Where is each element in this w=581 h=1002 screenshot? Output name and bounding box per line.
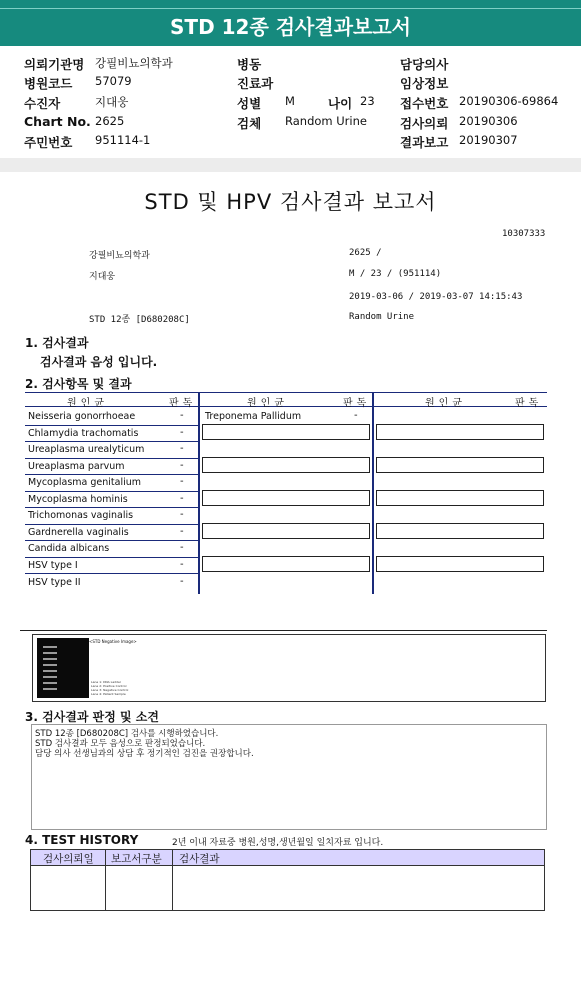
title-bar-rule (0, 8, 581, 9)
label-report-date: 결과보고 (400, 135, 449, 150)
empty-result-box (376, 523, 544, 539)
info-row-1 (0, 55, 581, 73)
gel-band (43, 682, 57, 684)
history-column-separator (172, 850, 173, 910)
row-rule (25, 540, 198, 541)
report-patient: 지대웅 (89, 272, 116, 282)
findings-line: STD 검사결과 모두 음성으로 판정되었습니다. (35, 739, 206, 749)
value-age: 23 (360, 94, 375, 108)
pathogen-result: - (180, 410, 184, 421)
history-header-request-date: 검사의뢰일 (43, 853, 94, 865)
gel-image-label: <STD Negative Image> (89, 639, 137, 644)
gel-band (43, 670, 57, 672)
empty-result-box (202, 457, 370, 473)
gel-legend-line: Lane 2: Positive Control (91, 684, 127, 688)
label-ward: 병동 (237, 57, 262, 72)
column-separator-1 (198, 392, 200, 594)
label-sex: 성별 (237, 96, 262, 111)
scanned-report (0, 172, 581, 1002)
pathogen-result: - (180, 576, 184, 587)
row-rule (25, 491, 198, 492)
gel-band (43, 652, 57, 654)
pathogen-result: - (180, 509, 184, 520)
gel-legend-line: Lane 3: Negative Control (91, 688, 129, 692)
row-rule (25, 441, 198, 442)
value-specimen: Random Urine (285, 114, 367, 128)
pathogen-name: Neisseria gonorrhoeae (28, 411, 136, 422)
section-4-note: 2년 이내 자료중 병원,성명,생년월일 일치자료 입니다. (172, 838, 384, 848)
history-table-header (31, 850, 544, 866)
label-hospital-code: 병원코드 (24, 76, 73, 91)
findings-box (31, 724, 547, 830)
info-row-4 (0, 114, 581, 132)
gel-image-frame (32, 634, 546, 702)
report-main-title: STD 12종 검사결과보고서 (170, 15, 411, 39)
pathogen-name: Gardnerella vaginalis (28, 527, 129, 538)
pathogen-result: - (180, 427, 184, 438)
section-4-title: 4. TEST HISTORY (25, 833, 139, 847)
pathogen-name: Chlamydia trachomatis (28, 428, 139, 439)
report-hospital: 강필비뇨의학과 (89, 251, 150, 261)
pathogen-name: Trichomonas vaginalis (28, 510, 134, 521)
report-chart: 2625 / (349, 248, 382, 258)
header-pathogen-1: 원인균 (67, 398, 108, 409)
label-patient: 수진자 (24, 96, 61, 111)
report-title-bar (0, 0, 581, 46)
gel-legend-line: Lane 1: DNA Ladder (91, 680, 122, 684)
label-specimen: 검체 (237, 116, 262, 131)
empty-result-box (376, 457, 544, 473)
test-history-table (30, 849, 545, 911)
empty-result-box (376, 490, 544, 506)
patient-info-block (0, 50, 581, 158)
gel-band (43, 676, 57, 678)
row-rule (25, 425, 198, 426)
empty-result-box (202, 523, 370, 539)
report-specimen: Random Urine (349, 312, 415, 322)
section-1-summary: 검사결과 음성 입니다. (40, 355, 158, 369)
header-result-2: 판독 (343, 398, 371, 409)
value-requesting-institution: 강필비뇨의학과 (95, 56, 173, 70)
value-sex: M (285, 94, 295, 108)
pathogen-result: - (180, 559, 184, 570)
section-1-title: 1. 검사결과 (25, 336, 89, 350)
pathogen-result: - (354, 410, 358, 421)
report-sex-age: M / 23 / (951114) (349, 269, 442, 279)
label-chart-no: Chart No. (24, 114, 91, 129)
pathogen-result: - (180, 443, 184, 454)
scanned-report-title: STD 및 HPV 검사결과 보고서 (144, 190, 437, 214)
label-clinical-info: 임상정보 (400, 76, 449, 91)
value-patient: 지대웅 (95, 95, 129, 109)
label-requesting-institution: 의뢰기관명 (24, 57, 85, 72)
history-column-separator (105, 850, 106, 910)
empty-result-box (376, 556, 544, 572)
label-request-date: 검사의뢰 (400, 116, 449, 131)
row-rule (25, 507, 198, 508)
page-divider-band (0, 158, 581, 172)
pathogen-result: - (180, 526, 184, 537)
pathogen-name: Ureaplasma parvum (28, 461, 125, 472)
pathogen-name: Mycoplasma genitalium (28, 477, 142, 488)
gel-band (43, 688, 57, 690)
label-age: 나이 (328, 96, 353, 111)
gel-band (43, 646, 57, 648)
label-receipt-number: 접수번호 (400, 96, 449, 111)
header-result-1: 판독 (169, 398, 197, 409)
value-request-date: 20190306 (459, 114, 518, 128)
pathogen-result: - (180, 542, 184, 553)
gel-band (43, 658, 57, 660)
label-doctor: 담당의사 (400, 57, 449, 72)
info-row-5 (0, 133, 581, 151)
report-dates: 2019-03-06 / 2019-03-07 14:15:43 (349, 292, 523, 302)
pathogen-name: Ureaplasma urealyticum (28, 444, 145, 455)
section-2-title: 2. 검사항목 및 결과 (25, 377, 132, 391)
findings-line: STD 12종 [D680208C] 검사를 시행하였습니다. (35, 729, 219, 739)
pathogen-result: - (180, 460, 184, 471)
pathogen-name: Mycoplasma hominis (28, 494, 128, 505)
pathogen-name: HSV type II (28, 577, 81, 588)
row-rule (25, 458, 198, 459)
pathogen-result: - (180, 476, 184, 487)
report-test-name: STD 12종 [D680208C] (89, 315, 190, 325)
pathogen-result: - (180, 493, 184, 504)
empty-result-box (202, 556, 370, 572)
info-row-2 (0, 74, 581, 92)
pathogen-name: Treponema Pallidum (205, 411, 302, 422)
header-pathogen-3: 원인균 (425, 398, 466, 409)
report-code: 10307333 (502, 229, 546, 239)
label-department: 진료과 (237, 76, 274, 91)
history-header-result: 검사결과 (179, 853, 220, 865)
column-separator-2 (372, 392, 374, 594)
label-resident-number: 주민번호 (24, 135, 73, 150)
value-receipt-number: 20190306-69864 (459, 94, 559, 108)
header-pathogen-2: 원인균 (247, 398, 288, 409)
pathogen-name: HSV type I (28, 560, 78, 571)
pathogen-name: Candida albicans (28, 543, 110, 554)
header-result-3: 판독 (515, 398, 543, 409)
findings-line: 담당 의사 선생님과의 상담 후 정기적인 검진을 권장합니다. (35, 749, 254, 759)
row-rule (25, 474, 198, 475)
row-rule (25, 524, 198, 525)
empty-result-box (202, 490, 370, 506)
history-header-report-type: 보고서구분 (111, 853, 162, 865)
value-chart-no: 2625 (95, 114, 125, 128)
gel-electrophoresis-image (37, 638, 89, 698)
section-separator (20, 630, 547, 631)
row-rule (25, 573, 198, 574)
empty-result-box (376, 424, 544, 440)
value-report-date: 20190307 (459, 133, 518, 147)
empty-result-box (202, 424, 370, 440)
value-resident-number: 951114-1 (95, 133, 151, 147)
gel-legend (91, 680, 128, 696)
value-hospital-code: 57079 (95, 74, 132, 88)
table-top-rule (25, 392, 547, 393)
result-table (25, 392, 547, 594)
info-row-3 (0, 94, 581, 112)
gel-band (43, 664, 57, 666)
row-rule (25, 557, 198, 558)
section-3-title: 3. 검사결과 판정 및 소견 (25, 710, 159, 724)
gel-legend-line: Lane 4: Patient Sample (91, 692, 126, 696)
